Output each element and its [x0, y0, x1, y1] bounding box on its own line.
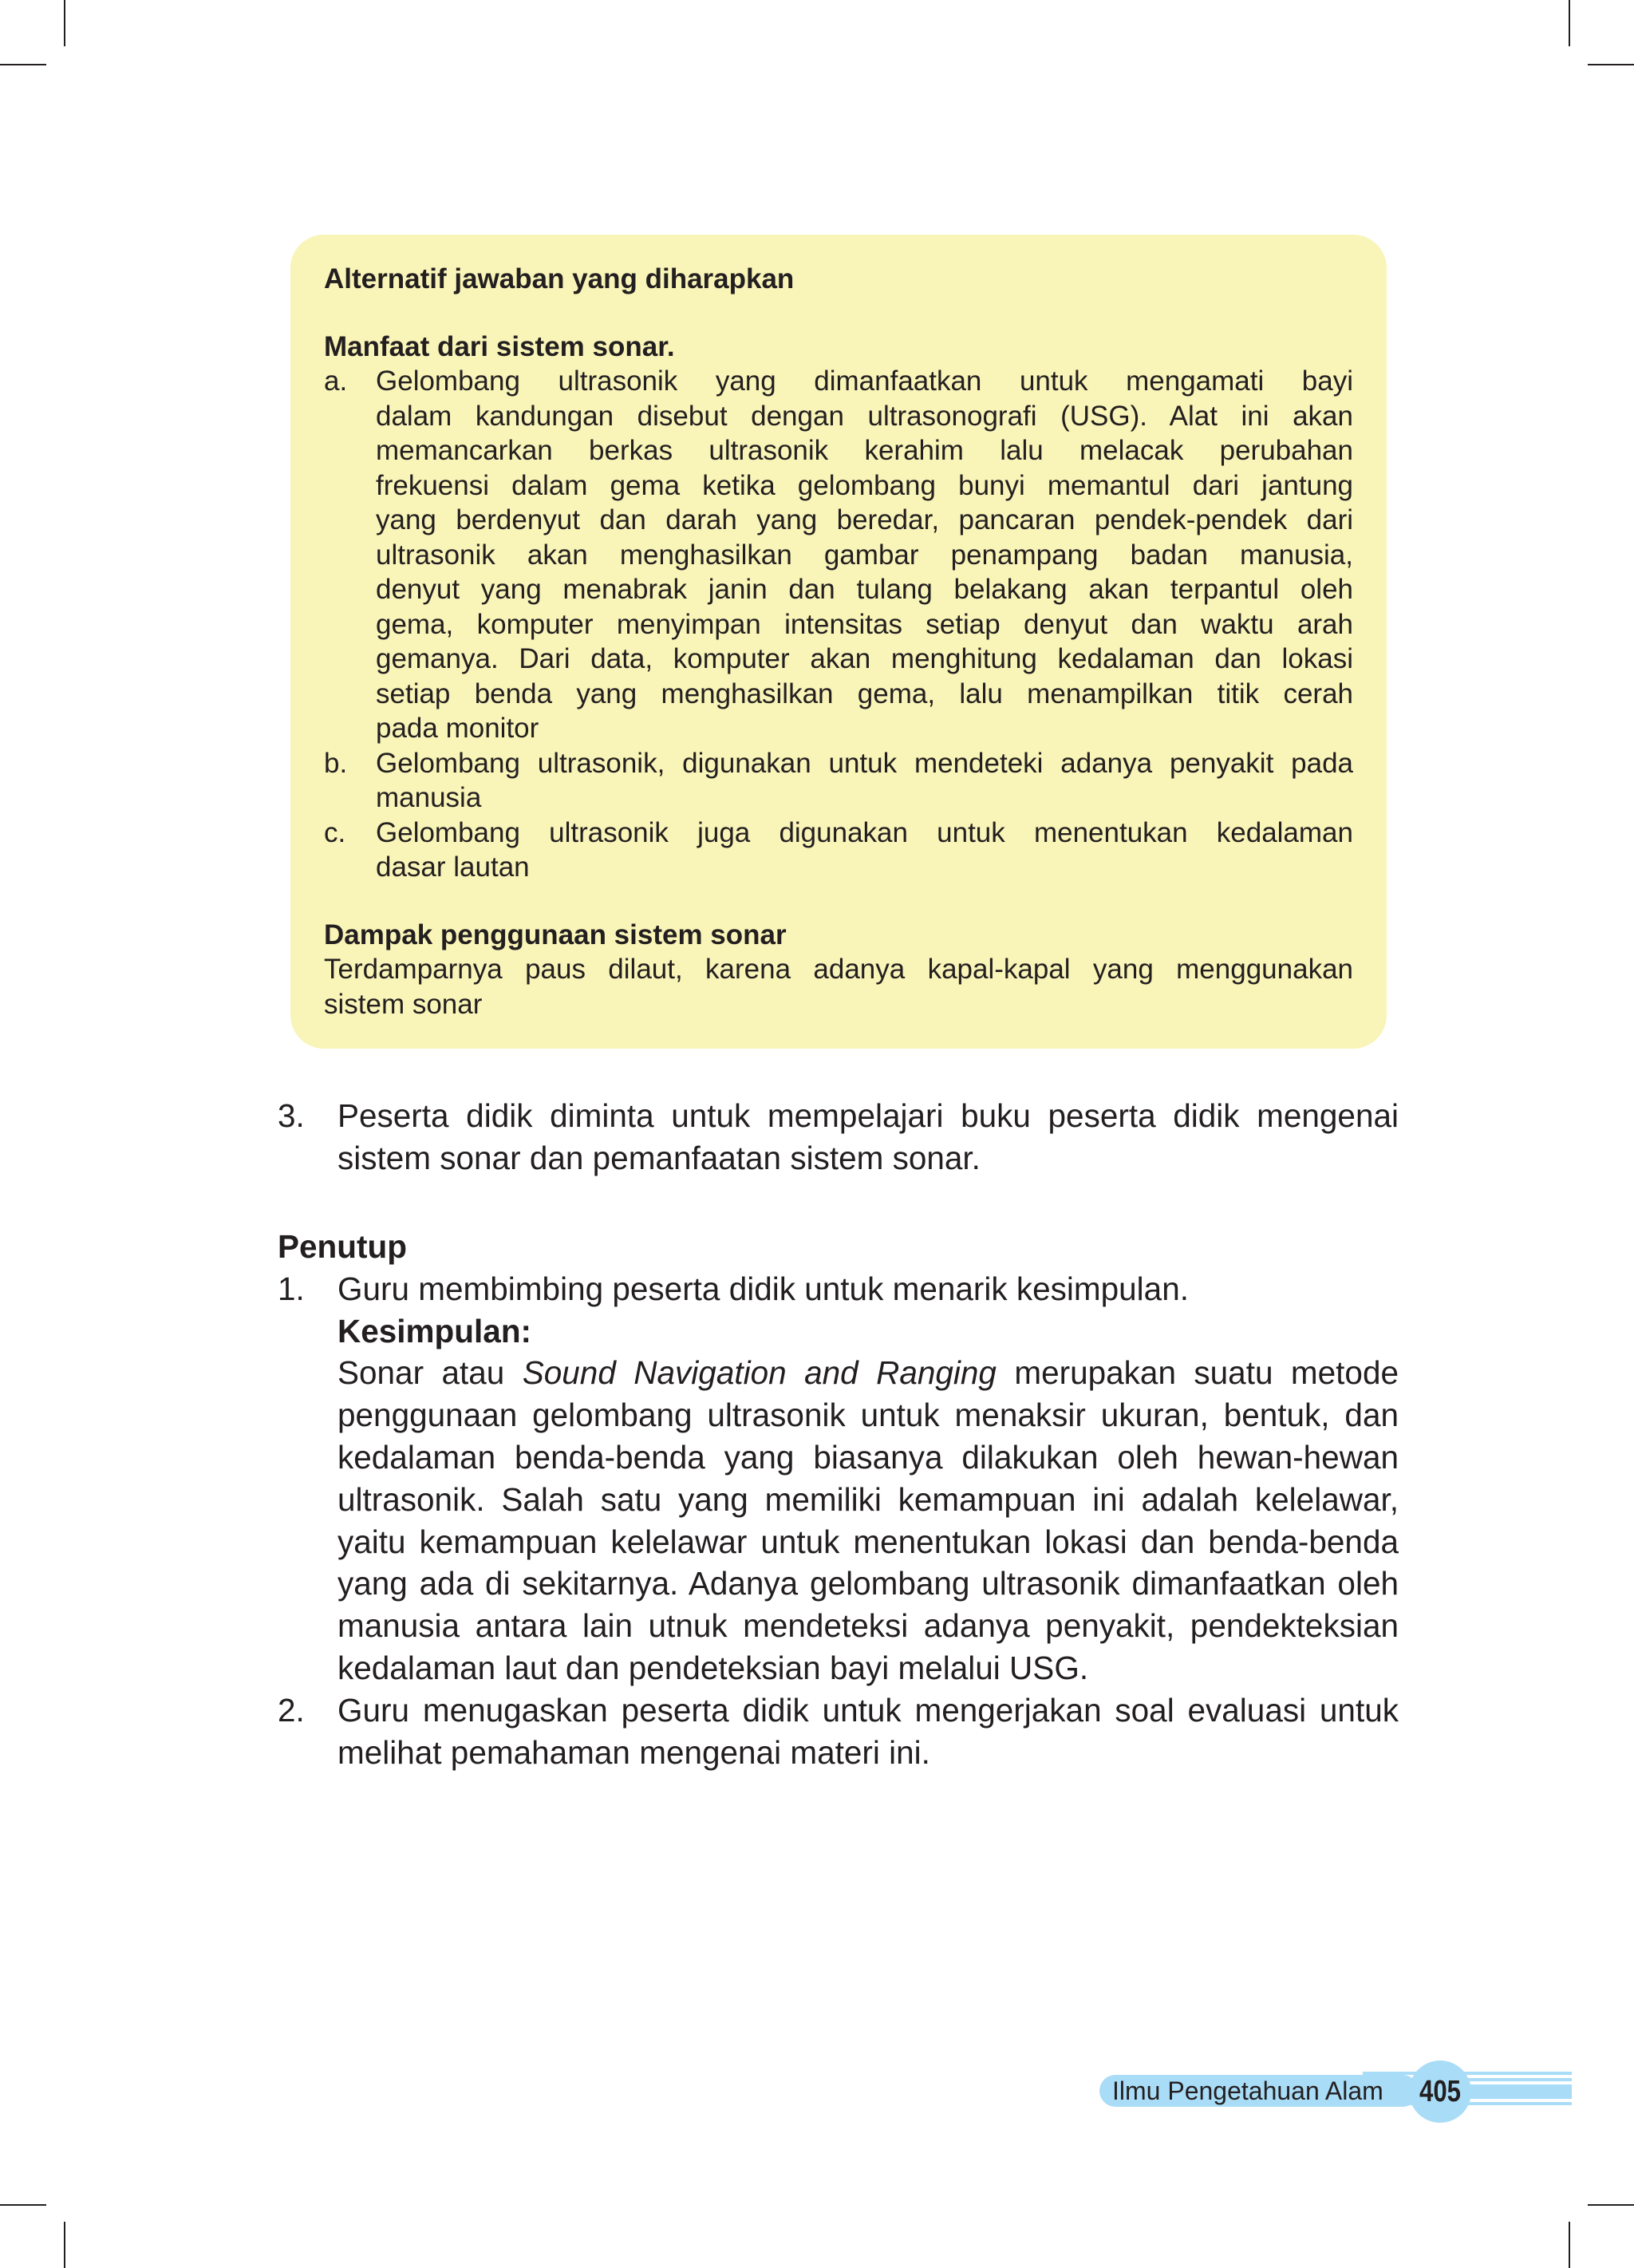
crop-mark-top-left [64, 0, 65, 46]
line: manusia [376, 782, 482, 813]
line: frekuensi dalam gema ketika gelombang bunyi memantul dari jantung [376, 469, 1353, 501]
penutup-section [278, 1226, 1399, 1773]
numbered-item [278, 1689, 1399, 1774]
list-item-b [324, 746, 1353, 816]
line: gemanya. Dari data, komputer akan menghitung kedalaman dan lokasi [376, 643, 1353, 674]
crop-mark-bottom-left [64, 2222, 65, 2268]
step-3 [278, 1095, 1399, 1179]
crop-mark-top-right [1569, 0, 1570, 46]
line: gema, komputer menyimpan intensitas setiap denyut dan waktu arah [376, 608, 1353, 640]
line: pada monitor [376, 713, 539, 744]
kesimpulan-paragraph [337, 1352, 1399, 1689]
dampak-line: Terdamparnya paus dilaut, karena adanya kapal-kapal yang menggunakan [324, 954, 1353, 985]
manfaat-heading: Manfaat dari sistem sonar. [324, 330, 675, 362]
line: dasar lautan [376, 851, 530, 883]
line: dalam kandungan disebut dengan ultrasonografi (USG). Alat ini akan [376, 400, 1353, 432]
penutup-heading: Penutup [278, 1228, 407, 1265]
answer-box-title: Alternatif jawaban yang diharapkan [324, 263, 795, 294]
line: Gelombang ultrasonik juga digunakan untuk menentukan kedalaman [376, 816, 1353, 848]
crop-mark-top-left-h [0, 64, 46, 65]
list-item-a [324, 364, 1353, 746]
kesimpulan-text-rest: merupakan suatu metode penggunaan gelombang ultrasonik untuk menaksir ukuran, bentuk, dan kedalaman benda-benda yang biasanya dilakukan oleh hewan-hewan ultrasonik. Salah satu yang memiliki kemampuan ini adalah kelelawar, yaitu kemampuan kelelawar untuk menentukan lokasi dan benda-benda yang ada di sekitarnya. Adanya gelombang ultrasonik dimanfaatkan oleh manusia antara lain utnuk mendeteksi adanya penyakit, pendekteksian kedalaman laut dan pendeteksian bayi melalui USG. [337, 1354, 1399, 1686]
line: Gelombang ultrasonik yang dimanfaatkan untuk mengamati bayi [376, 365, 1353, 397]
list-marker: a. [324, 365, 348, 397]
list-marker: c. [324, 816, 346, 848]
kesimpulan-label: Kesimpulan: [337, 1312, 532, 1349]
list-marker: 3. [278, 1097, 305, 1134]
dampak-line: sistem sonar [324, 988, 483, 1020]
list-marker: b. [324, 747, 348, 779]
line: setiap benda yang menghasilkan gema, lalu menampilkan titik cerah [376, 678, 1353, 709]
crop-mark-bottom-right [1569, 2222, 1570, 2268]
numbered-item [278, 1095, 1399, 1179]
kesimpulan-text: Sonar atau [337, 1354, 523, 1392]
line: ultrasonik akan menghasilkan gambar penampang badan manusia, [376, 539, 1353, 571]
penutup-item-1-text: Guru membimbing peserta didik untuk menarik kesimpulan. [337, 1270, 1189, 1307]
step-3-text: Peserta didik diminta untuk mempelajari buku peserta didik mengenai sistem sonar dan pemanfaatan sistem sonar. [337, 1097, 1399, 1176]
list-marker: 1. [278, 1270, 305, 1307]
list-item-c [324, 816, 1353, 885]
penutup-item-2-text: Guru menugaskan peserta didik untuk mengerjakan soal evaluasi untuk melihat pemahaman mengenai materi ini. [337, 1691, 1399, 1771]
numbered-item [278, 1268, 1399, 1689]
page-number: 405 [1419, 2075, 1461, 2108]
line: yang berdenyut dan darah yang beredar, pancaran pendek-pendek dari [376, 504, 1353, 535]
dampak-heading: Dampak penggunaan sistem sonar [324, 919, 787, 950]
kesimpulan-italic-term: Sound Navigation and Ranging [522, 1354, 997, 1392]
line: memancarkan berkas ultrasonik kerahim lalu melacak perubahan [376, 435, 1353, 466]
crop-mark-bottom-left-h [0, 2204, 46, 2206]
crop-mark-bottom-right-h [1588, 2204, 1634, 2206]
line: Gelombang ultrasonik, digunakan untuk mendeteki adanya penyakit pada [376, 747, 1353, 779]
footer-subject: Ilmu Pengetahuan Alam [1112, 2076, 1383, 2105]
list-marker: 2. [278, 1691, 305, 1729]
page-footer [1099, 2054, 1572, 2121]
answer-box [290, 235, 1387, 1049]
crop-mark-top-right-h [1588, 64, 1634, 65]
line: denyut yang menabrak janin dan tulang belakang akan terpantul oleh [376, 574, 1353, 605]
